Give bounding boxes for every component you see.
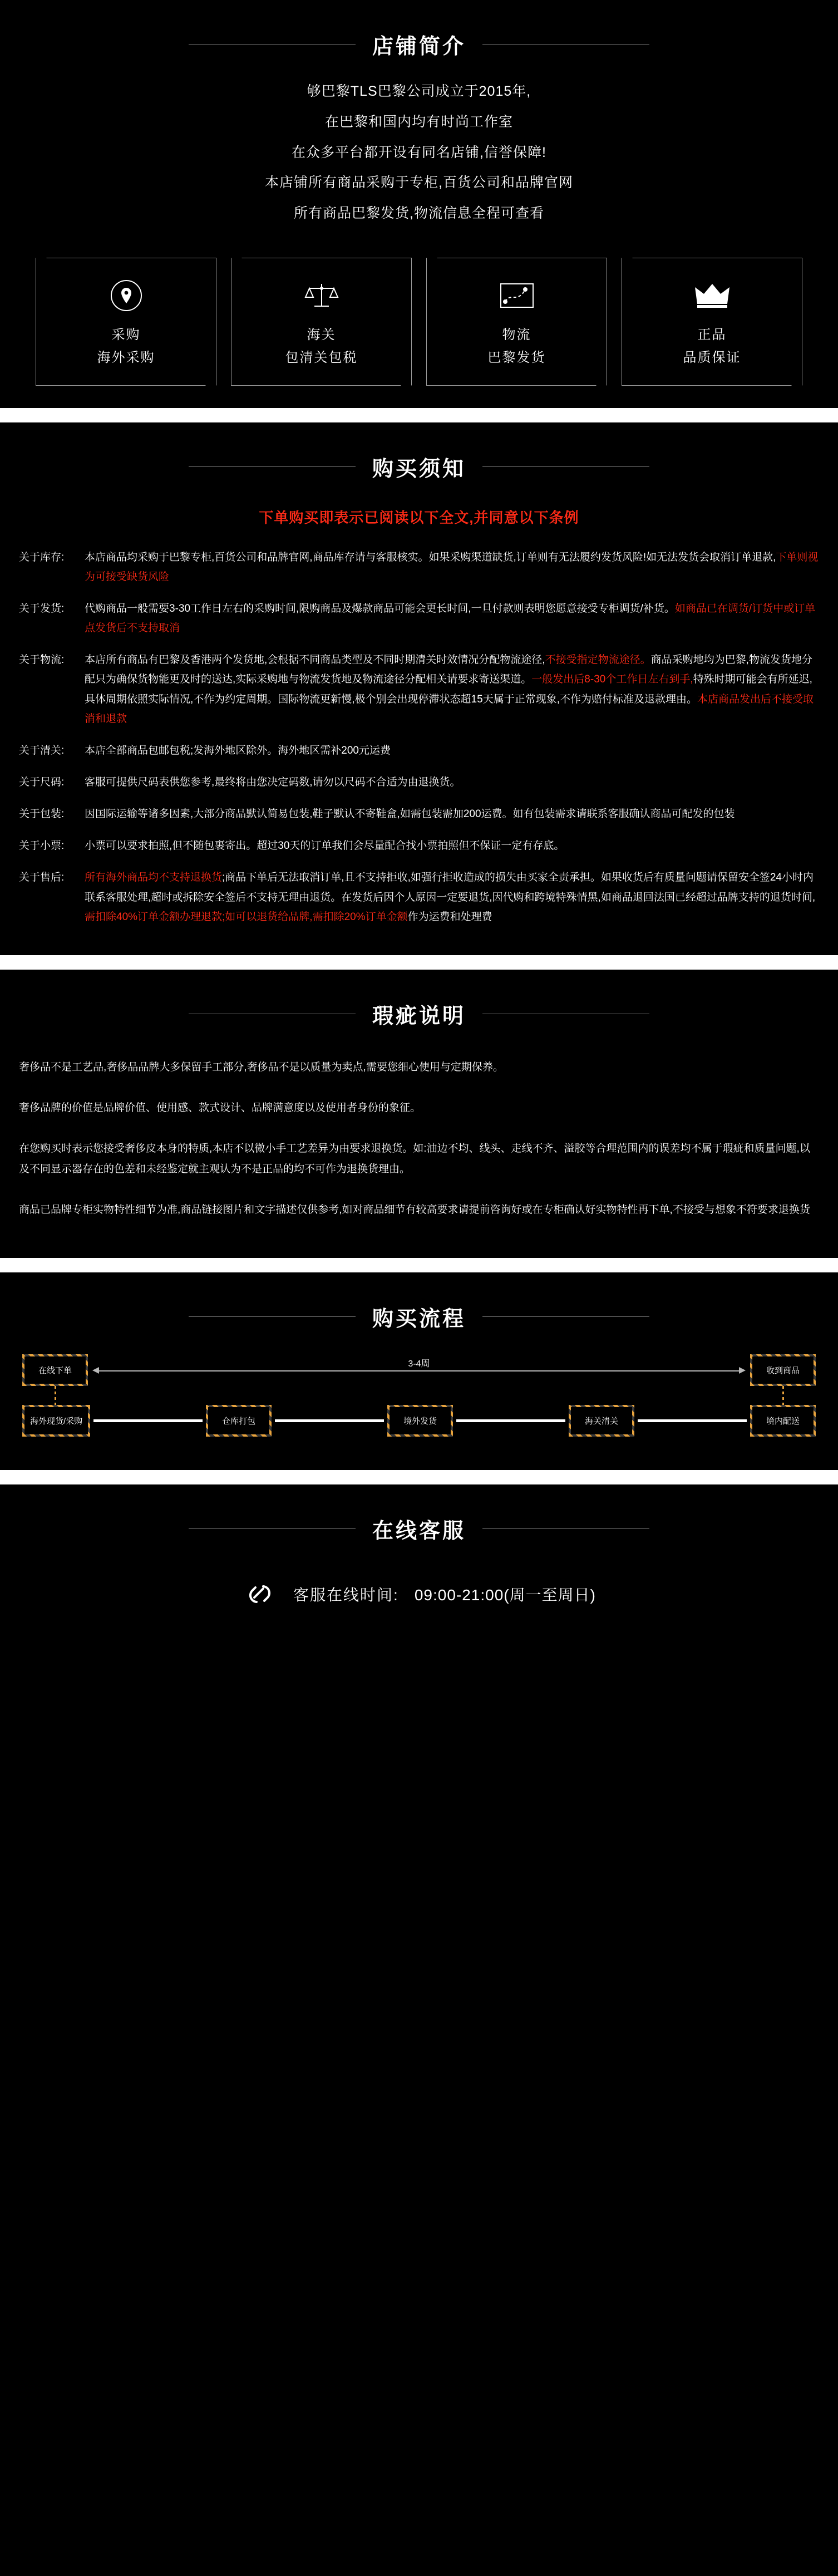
notice-row-key: 关于清关:: [19, 744, 65, 756]
section-purchase-notice: [0, 422, 838, 955]
feature-label-line2: 巴黎发货: [487, 350, 546, 365]
notice-row-key: 关于物流:: [19, 654, 65, 666]
flow-node-overseas-purchase: 海外现货/采购: [22, 1405, 90, 1437]
notice-row-after-sales: [19, 862, 819, 932]
flow-node-warehouse-packing: 仓库打包: [206, 1405, 272, 1437]
arrow-head-left-icon: [92, 1367, 99, 1374]
notice-row-key: 关于库存:: [19, 551, 65, 563]
notice-row-key: 关于尺码:: [19, 776, 65, 789]
notice-row-receipt: [19, 830, 819, 862]
section-title-flaw: 瑕疵说明: [372, 1004, 466, 1028]
scales-icon: [304, 278, 339, 313]
feature-label-line1: 海关: [307, 327, 336, 342]
notice-row-stock: [19, 542, 819, 593]
notice-row-value: [85, 804, 819, 824]
flow-diagram: [0, 1344, 838, 1470]
flow-connector-gap: [88, 1386, 750, 1405]
notice-row-key: 关于售后:: [19, 872, 65, 884]
flow-node-domestic-delivery: 境内配送: [750, 1405, 816, 1437]
intro-line: 在众多平台都开设有同名店铺,信誉保障!: [292, 144, 546, 160]
flow-connector-bar: [275, 1419, 384, 1422]
notice-list: [0, 542, 838, 955]
link-chain-icon: [242, 1576, 278, 1612]
notice-text: 商品采购地均为巴黎,物流发货地分配只为确保货物能更及时的送达,实际采购地与物流发货地及物流途径分配相关请要求寄送渠道。: [85, 654, 812, 686]
service-hours-value: 09:00-21:00(周一至周日): [414, 1586, 596, 1604]
flow-node-place-order: 在线下单: [22, 1354, 88, 1386]
flow-node-overseas-shipping: 境外发货: [387, 1405, 453, 1437]
notice-text-red: 如商品已在调货/订货中或订单点发货后不支持取消: [85, 603, 816, 635]
notice-row-value: [85, 548, 819, 587]
service-title-row: [0, 1484, 838, 1556]
flow-arrow-line: [97, 1370, 741, 1371]
intro-line: 本店铺所有商品采购于专柜,百货公司和品牌官网: [265, 175, 573, 191]
feature-label-line1: 采购: [111, 327, 141, 342]
section-shop-intro: [0, 0, 838, 408]
flow-top-row: [22, 1354, 816, 1386]
title-rule-left: [189, 1528, 356, 1529]
notice-row-key: 关于包装:: [19, 808, 65, 820]
title-rule-right: [482, 466, 649, 467]
notice-row-value: [85, 773, 819, 792]
section-online-service: [0, 1484, 838, 1643]
route-map-icon: [499, 278, 535, 313]
flaw-title-row: [0, 970, 838, 1041]
purchase-notice-title-row: [0, 422, 838, 494]
feature-label-line2: 品质保证: [683, 350, 741, 365]
service-hours-label: 客服在线时间:: [293, 1586, 399, 1604]
notice-text: ;商品下单后无法取消订单,且不支持拒收,如强行拒收造成的损失由买家全责承担。如果收货后有质量问题请保留安全签24小时内联系客服处理,超时或拆除安全签后不支持无理由退货。在发货后因个人原因一定要退货,因代购和跨境特殊情黑,如商品退回法国已经超过品牌支持的退货时间,: [85, 872, 816, 903]
intro-line: 够巴黎TLS巴黎公司成立于2015年,: [307, 83, 531, 99]
flow-connector-bar: [456, 1419, 565, 1422]
notice-row-shipping: [19, 593, 819, 644]
arrow-head-right-icon: [739, 1367, 746, 1374]
notice-row-value: [85, 741, 819, 760]
flaw-paragraph-list: [0, 1041, 838, 1258]
title-rule-left: [189, 466, 356, 467]
notice-text-red: 需扣除40%订单金额办理退款;如可以退货给品牌,需扣除20%订单金额: [85, 911, 408, 923]
title-rule-right: [482, 1528, 649, 1529]
flow-title-row: [0, 1272, 838, 1344]
feature-label-line1: 物流: [502, 327, 531, 342]
flaw-paragraph: 在您购买时表示您接受奢侈皮本身的特质,本店不以微小手工艺差异为由要求退换货。如:油边不均、线头、走线不齐、溢胶等合理范围内的误差均不属于瑕疵和质量问题,以及不同显示器存在的色差和未经鉴定就主观认为不是正品的均不可作为退换货理由。: [19, 1142, 810, 1175]
notice-text: 本店所有商品有巴黎及香港两个发货地,会根据不同商品类型及不同时期清关时效情况分配物流途径,: [85, 654, 545, 666]
notice-row-value: [85, 868, 819, 926]
divider-band: [0, 408, 838, 422]
location-pin-icon: [110, 278, 142, 313]
flow-connector-left: [22, 1386, 88, 1405]
shop-intro-title-row: [0, 0, 838, 72]
shop-intro-text: [0, 72, 838, 243]
feature-label-line1: 正品: [697, 327, 727, 342]
notice-text: 代购商品一般需要3-30工作日左右的采购时间,限购商品及爆款商品可能会更长时间,一旦付款则表明您愿意接受专柜调货/补货。: [85, 603, 675, 615]
notice-text-red: 不接受指定物流途径。: [545, 654, 651, 666]
title-rule-right: [482, 44, 649, 45]
feature-label-line2: 包清关包税: [285, 350, 358, 365]
feature-card-authentic: [622, 258, 802, 386]
notice-text-red: 一般发出后8-30个工作日左右到手,: [531, 674, 693, 686]
intro-line: 在巴黎和国内均有时尚工作室: [324, 114, 513, 130]
notice-row-value: [85, 836, 819, 856]
feature-label-line2: 海外采购: [97, 350, 155, 365]
section-title-flow: 购买流程: [372, 1307, 466, 1331]
section-purchase-flow: [0, 1272, 838, 1470]
flow-bottom-row: [22, 1405, 816, 1437]
notice-text-red: 本店商品发出后不接受取消和退款: [85, 693, 814, 725]
notice-row-key: 关于发货:: [19, 603, 65, 615]
notice-text: 客服可提供尺码表供您参考,最终将由您决定码数,请勿以尺码不合适为由退换货。: [85, 776, 461, 789]
flow-connector-bar: [93, 1419, 203, 1422]
notice-text-red: 下单则视为可接受缺货风险: [85, 551, 819, 583]
notice-row-value: [85, 650, 819, 729]
notice-text: 小票可以要求拍照,但不随包裹寄出。超过30天的订单我们会尽量配合找小票拍照但不保证一定有存底。: [85, 840, 565, 852]
notice-row-size: [19, 766, 819, 798]
flow-duration-label: 3-4周: [402, 1356, 435, 1369]
flow-connectors: [22, 1386, 816, 1405]
feature-card-purchase: [36, 258, 216, 386]
notice-row-key: 关于小票:: [19, 840, 65, 852]
divider-band: [0, 1258, 838, 1272]
notice-text-red: 所有海外商品均不支持退换货: [85, 872, 223, 884]
divider-band: [0, 955, 838, 970]
notice-text: 特殊时期可能会有所延迟,具体周期依照实际情况,不作为约定周期。国际物流更新慢,极个别会出现停滞状态超15天属于正常现象,不作为赔付标准及退款理由。: [85, 674, 812, 705]
title-rule-right: [482, 1316, 649, 1317]
title-rule-left: [189, 44, 356, 45]
notice-text: 因国际运输等诸多因素,大部分商品默认简易包装,鞋子默认不寄鞋盒,如需包装需加200运费。如有包装需求请联系客服确认商品可配发的包装: [85, 808, 735, 820]
flow-node-customs-clearance: 海关清关: [569, 1405, 634, 1437]
flow-connector-right: [750, 1386, 816, 1405]
notice-text: 本店商品均采购于巴黎专柜,百货公司和品牌官网,商品库存请与客服核实。如果采购渠道缺货,订单则有无法履约发货风险!如无法发货会取消订单退款,: [85, 551, 776, 563]
notice-text: 作为运费和处理费: [407, 911, 492, 923]
section-title-service: 在线客服: [372, 1520, 466, 1543]
flow-duration-arrow: [88, 1359, 750, 1382]
crown-icon: [693, 278, 732, 313]
notice-row-packaging: [19, 798, 819, 830]
feature-badge-row: [0, 243, 838, 408]
divider-band: [0, 1470, 838, 1484]
flaw-paragraph: 奢侈品牌的价值是品牌价值、使用感、款式设计、品牌满意度以及使用者身份的象征。: [19, 1102, 421, 1114]
page-title: 店铺简介: [372, 35, 466, 58]
notice-row-value: [85, 599, 819, 638]
notice-text: 本店全部商品包邮包税;发海外地区除外。海外地区需补200元运费: [85, 744, 391, 756]
flow-connector-bar: [638, 1419, 747, 1422]
intro-line: 所有商品巴黎发货,物流信息全程可查看: [294, 205, 544, 221]
notice-headline: 下单购买即表示已阅读以下全文,并同意以下条例: [259, 509, 579, 526]
section-flaw-notes: [0, 970, 838, 1258]
service-hours-row: [0, 1556, 838, 1643]
feature-card-logistics: [426, 258, 607, 386]
flaw-paragraph: 奢侈品不是工艺品,奢侈品品牌大多保留手工部分,奢侈品不是以质量为卖点,需要您细心使用与定期保养。: [19, 1061, 504, 1073]
flow-node-receive-goods: 收到商品: [750, 1354, 816, 1386]
feature-card-customs: [231, 258, 412, 386]
flaw-paragraph: 商品已品牌专柜实物特性细节为准,商品链接图片和文字描述仅供参考,如对商品细节有较高要求请提前咨询好或在专柜确认好实物特性再下单,不接受与想象不符要求退换货: [19, 1204, 810, 1216]
section-title-notice: 购买须知: [372, 457, 466, 481]
notice-row-logistics: [19, 644, 819, 735]
notice-row-customs: [19, 735, 819, 766]
title-rule-left: [189, 1316, 356, 1317]
